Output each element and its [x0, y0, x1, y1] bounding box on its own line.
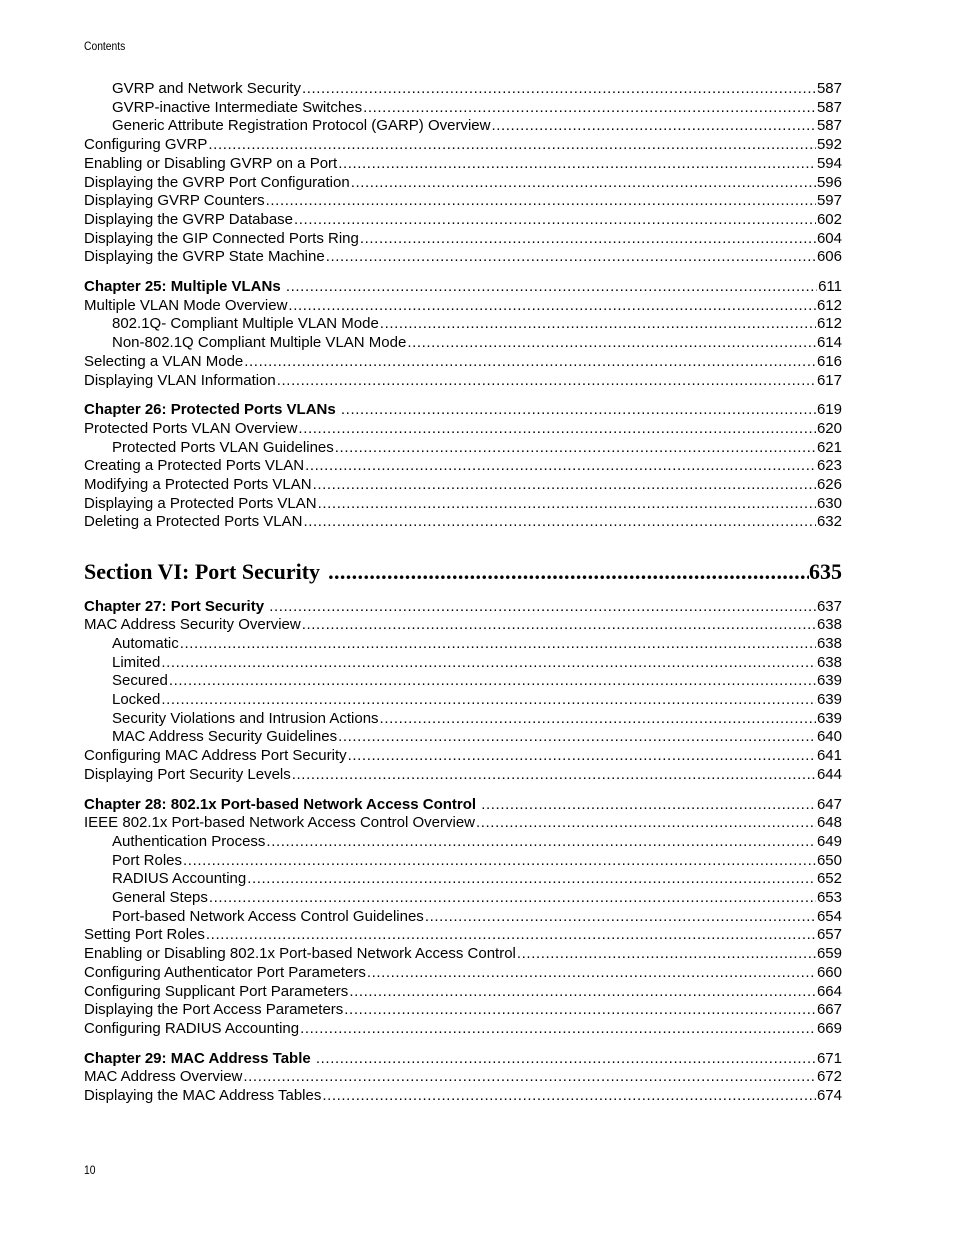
toc-entry-label: General Steps	[112, 889, 208, 906]
dot-leader	[206, 925, 816, 944]
toc-entry[interactable]	[84, 832, 842, 851]
dot-leader	[294, 210, 816, 229]
toc-chapter-entry[interactable]	[84, 1049, 842, 1068]
toc-entry-page: 674	[816, 1087, 842, 1104]
dot-leader	[481, 795, 816, 814]
toc-entry-label: Displaying the GVRP Port Configuration	[84, 174, 350, 191]
toc-entry[interactable]	[84, 907, 842, 926]
toc-chapter-entry[interactable]	[84, 795, 842, 814]
toc-entry-label: Creating a Protected Ports VLAN	[84, 457, 305, 474]
toc-entry[interactable]	[84, 727, 842, 746]
toc-entry-page: 638	[816, 654, 842, 671]
toc-entry-label: Displaying the GIP Connected Ports Ring	[84, 230, 359, 247]
toc-entry-label: MAC Address Overview	[84, 1068, 243, 1085]
dot-leader	[161, 653, 816, 672]
toc-entry-page: 597	[816, 192, 842, 209]
toc-entry-page: 648	[816, 814, 842, 831]
toc-entry-page: 604	[816, 230, 842, 247]
dot-leader	[367, 963, 816, 982]
dot-leader	[338, 154, 816, 173]
dot-leader	[183, 851, 816, 870]
dot-leader	[209, 888, 816, 907]
toc-entry[interactable]	[84, 813, 842, 832]
toc-entry-label: Limited	[112, 654, 161, 671]
toc-entry-label: Setting Port Roles	[84, 926, 205, 943]
toc-entry-page: 654	[816, 908, 842, 925]
dot-leader	[380, 709, 816, 728]
toc-entry-label: Chapter 25: Multiple VLANs	[84, 278, 281, 295]
toc-entry-label: Enabling or Disabling 802.1x Port-based Network Access Control	[84, 945, 516, 962]
dot-leader	[517, 944, 816, 963]
toc-entry-page: 647	[816, 796, 842, 813]
toc-entry-label: Displaying Port Security Levels	[84, 766, 291, 783]
toc-entry-label: Protected Ports VLAN Guidelines	[112, 439, 334, 456]
toc-entry[interactable]	[84, 456, 842, 475]
toc-entry-page: 612	[816, 297, 842, 314]
toc-entry-label: Displaying a Protected Ports VLAN	[84, 495, 317, 512]
toc-entry[interactable]	[84, 963, 842, 982]
toc-entry-page: 623	[816, 457, 842, 474]
toc-entry[interactable]	[84, 925, 842, 944]
toc-entry-label: Configuring Supplicant Port Parameters	[84, 983, 349, 1000]
toc-entry-page: 606	[816, 248, 842, 265]
toc-entry[interactable]	[84, 314, 842, 333]
toc-entry[interactable]	[84, 944, 842, 963]
toc-entry-page: 614	[816, 334, 842, 351]
toc-entry-page: 616	[816, 353, 842, 370]
dot-leader	[313, 475, 816, 494]
toc-entry-page: 630	[816, 495, 842, 512]
toc-entry-page: 602	[816, 211, 842, 228]
dot-leader	[286, 277, 817, 296]
dot-leader	[302, 615, 816, 634]
toc-entry[interactable]	[84, 79, 842, 98]
dot-leader	[476, 813, 816, 832]
dot-leader	[169, 671, 816, 690]
toc-entry-label: Secured	[112, 672, 168, 689]
toc-entry-page: 620	[816, 420, 842, 437]
toc-entry[interactable]	[84, 333, 842, 352]
toc-entry[interactable]	[84, 438, 842, 457]
toc-entry[interactable]	[84, 191, 842, 210]
toc-entry-page: 632	[816, 513, 842, 530]
toc-chapter-entry[interactable]	[84, 400, 842, 419]
toc-entry-label: Displaying the Port Access Parameters	[84, 1001, 344, 1018]
toc-entry-label: Displaying VLAN Information	[84, 372, 276, 389]
toc-entry-label: Configuring RADIUS Accounting	[84, 1020, 300, 1037]
toc-entry[interactable]	[84, 653, 842, 672]
toc-entry-label: Chapter 27: Port Security	[84, 598, 265, 615]
dot-leader	[328, 559, 809, 585]
toc-entry[interactable]	[84, 746, 842, 765]
toc-entry-page: 638	[816, 635, 842, 652]
toc-entry-page: 612	[816, 315, 842, 332]
toc-entry-label: Enabling or Disabling GVRP on a Port	[84, 155, 338, 172]
toc-entry-label: Port Roles	[112, 852, 183, 869]
dot-leader	[300, 1019, 816, 1038]
dot-leader	[302, 79, 816, 98]
dot-leader	[349, 982, 816, 1001]
dot-leader	[341, 400, 816, 419]
dot-leader	[288, 296, 816, 315]
toc-entry-label: GVRP-inactive Intermediate Switches	[112, 99, 363, 116]
toc-entry-label: Displaying the MAC Address Tables	[84, 1087, 322, 1104]
dot-leader	[335, 438, 816, 457]
toc-entry[interactable]	[84, 1019, 842, 1038]
dot-leader	[344, 1000, 816, 1019]
toc-entry[interactable]	[84, 229, 842, 248]
toc-entry[interactable]	[84, 116, 842, 135]
dot-leader	[407, 333, 816, 352]
dot-leader	[266, 832, 816, 851]
toc-entry-label: MAC Address Security Overview	[84, 616, 301, 633]
toc-entry-label: Security Violations and Intrusion Actions	[112, 710, 379, 727]
toc-entry[interactable]	[84, 296, 842, 315]
toc-entry-label: IEEE 802.1x Port-based Network Access Control Overview	[84, 814, 475, 831]
dot-leader	[360, 229, 816, 248]
toc-entry-page: 587	[816, 80, 842, 97]
dot-leader	[348, 746, 816, 765]
toc-entry-label: Automatic	[112, 635, 179, 652]
toc-entry-label: Configuring Authenticator Port Parameters	[84, 964, 366, 981]
dot-leader	[303, 512, 816, 531]
dot-leader	[243, 1067, 816, 1086]
toc-entry-page: 617	[816, 372, 842, 389]
toc-entry[interactable]	[84, 671, 842, 690]
toc-section-heading[interactable]	[84, 557, 842, 585]
toc-entry-page: 652	[816, 870, 842, 887]
toc-entry-page: 640	[816, 728, 842, 745]
toc-entry[interactable]	[84, 1067, 842, 1086]
dot-leader	[316, 1049, 816, 1068]
toc-entry[interactable]	[84, 210, 842, 229]
dot-leader	[322, 1086, 816, 1105]
toc-entry-label: RADIUS Accounting	[112, 870, 247, 887]
toc-entry-page: 621	[816, 439, 842, 456]
dot-leader	[363, 98, 816, 117]
toc-entry-label: Chapter 28: 802.1x Port-based Network Access Control	[84, 796, 477, 813]
toc-entry[interactable]	[84, 494, 842, 513]
toc-entry-page: 592	[816, 136, 842, 153]
toc-entry-page: 672	[816, 1068, 842, 1085]
toc-entry-label: Protected Ports VLAN Overview	[84, 420, 298, 437]
toc-entry[interactable]	[84, 709, 842, 728]
toc-entry-page: 641	[816, 747, 842, 764]
toc-entry-page: 657	[816, 926, 842, 943]
toc-entry-page: 667	[816, 1001, 842, 1018]
toc-entry-label: Deleting a Protected Ports VLAN	[84, 513, 303, 530]
toc-chapter-entry[interactable]	[84, 597, 842, 616]
toc-entry[interactable]	[84, 98, 842, 117]
toc-entry[interactable]	[84, 173, 842, 192]
toc-entry[interactable]	[84, 371, 842, 390]
toc-entry-page: 596	[816, 174, 842, 191]
toc-entry-page: 587	[816, 117, 842, 134]
toc-entry-label: Configuring MAC Address Port Security	[84, 747, 347, 764]
toc-entry-label: Non-802.1Q Compliant Multiple VLAN Mode	[112, 334, 407, 351]
running-header: Contents	[84, 39, 126, 53]
toc-entry-page: 669	[816, 1020, 842, 1037]
dot-leader	[351, 173, 816, 192]
toc-entry-page: 619	[816, 401, 842, 418]
dot-leader	[305, 456, 816, 475]
toc-entry[interactable]	[84, 154, 842, 173]
toc-entry-label: Port-based Network Access Control Guidelines	[112, 908, 424, 925]
toc-entry-label: 802.1Q- Compliant Multiple VLAN Mode	[112, 315, 379, 332]
toc-entry[interactable]	[84, 851, 842, 870]
dot-leader	[380, 314, 816, 333]
toc-entry-page: 660	[816, 964, 842, 981]
section-title: Section VI: Port Security	[84, 559, 321, 584]
dot-leader	[269, 597, 816, 616]
toc-entry[interactable]	[84, 615, 842, 634]
toc-chapter-entry[interactable]	[84, 277, 842, 296]
toc-entry-label: Multiple VLAN Mode Overview	[84, 297, 288, 314]
toc-entry-label: Chapter 29: MAC Address Table	[84, 1050, 311, 1067]
toc-entry[interactable]	[84, 869, 842, 888]
toc-entry-page: 649	[816, 833, 842, 850]
dot-leader	[244, 352, 816, 371]
dot-leader	[318, 494, 816, 513]
toc-entry[interactable]	[84, 475, 842, 494]
dot-leader	[491, 116, 815, 135]
dot-leader	[277, 371, 816, 390]
toc-entry[interactable]	[84, 982, 842, 1001]
toc-entry-page: 611	[818, 278, 842, 295]
toc-entry-label: Locked	[112, 691, 161, 708]
toc-entry-page: 664	[816, 983, 842, 1000]
toc-entry-page: 637	[816, 598, 842, 615]
toc-entry-label: Configuring GVRP	[84, 136, 208, 153]
toc-entry[interactable]	[84, 419, 842, 438]
dot-leader	[292, 765, 816, 784]
toc-entry[interactable]	[84, 690, 842, 709]
toc-entry-page: 671	[816, 1050, 842, 1067]
toc-entry-label: Displaying the GVRP State Machine	[84, 248, 325, 265]
dot-leader	[298, 419, 816, 438]
page-number: 10	[84, 1163, 96, 1177]
toc-entry[interactable]	[84, 888, 842, 907]
toc-entry[interactable]	[84, 1086, 842, 1105]
dot-leader	[247, 869, 816, 888]
toc-entry-page: 639	[816, 710, 842, 727]
toc-entry-page: 644	[816, 766, 842, 783]
toc-entry-page: 587	[816, 99, 842, 116]
toc-entry[interactable]	[84, 634, 842, 653]
toc-entry-label: Authentication Process	[112, 833, 266, 850]
toc-entry-page: 653	[816, 889, 842, 906]
toc-entry-page: 638	[816, 616, 842, 633]
toc-entry[interactable]	[84, 352, 842, 371]
toc-entry-label: Selecting a VLAN Mode	[84, 353, 244, 370]
toc-entry-label: GVRP and Network Security	[112, 80, 301, 97]
dot-leader	[326, 247, 816, 266]
toc-entry[interactable]	[84, 1000, 842, 1019]
dot-leader	[161, 690, 816, 709]
toc-entry-label: Displaying the GVRP Database	[84, 211, 294, 228]
toc-entry-page: 659	[816, 945, 842, 962]
toc-entry-label: Modifying a Protected Ports VLAN	[84, 476, 312, 493]
dot-leader	[180, 634, 816, 653]
toc-entry[interactable]	[84, 512, 842, 531]
toc-entry-label: MAC Address Security Guidelines	[112, 728, 338, 745]
toc-entry-page: 626	[816, 476, 842, 493]
toc-entry-page: 639	[816, 691, 842, 708]
toc-entry[interactable]	[84, 135, 842, 154]
toc-entry-page: 594	[816, 155, 842, 172]
toc-entry[interactable]	[84, 765, 842, 784]
toc-entry-page: 639	[816, 672, 842, 689]
toc-entry-label: Displaying GVRP Counters	[84, 192, 265, 209]
dot-leader	[425, 907, 816, 926]
section-page: 635	[809, 559, 842, 584]
toc-entry-label: Generic Attribute Registration Protocol (GARP) Overview	[112, 117, 491, 134]
dot-leader	[266, 191, 816, 210]
toc-entry-label: Chapter 26: Protected Ports VLANs	[84, 401, 336, 418]
dot-leader	[208, 135, 816, 154]
toc-entry-page: 650	[816, 852, 842, 869]
dot-leader	[338, 727, 816, 746]
toc-entry[interactable]	[84, 247, 842, 266]
